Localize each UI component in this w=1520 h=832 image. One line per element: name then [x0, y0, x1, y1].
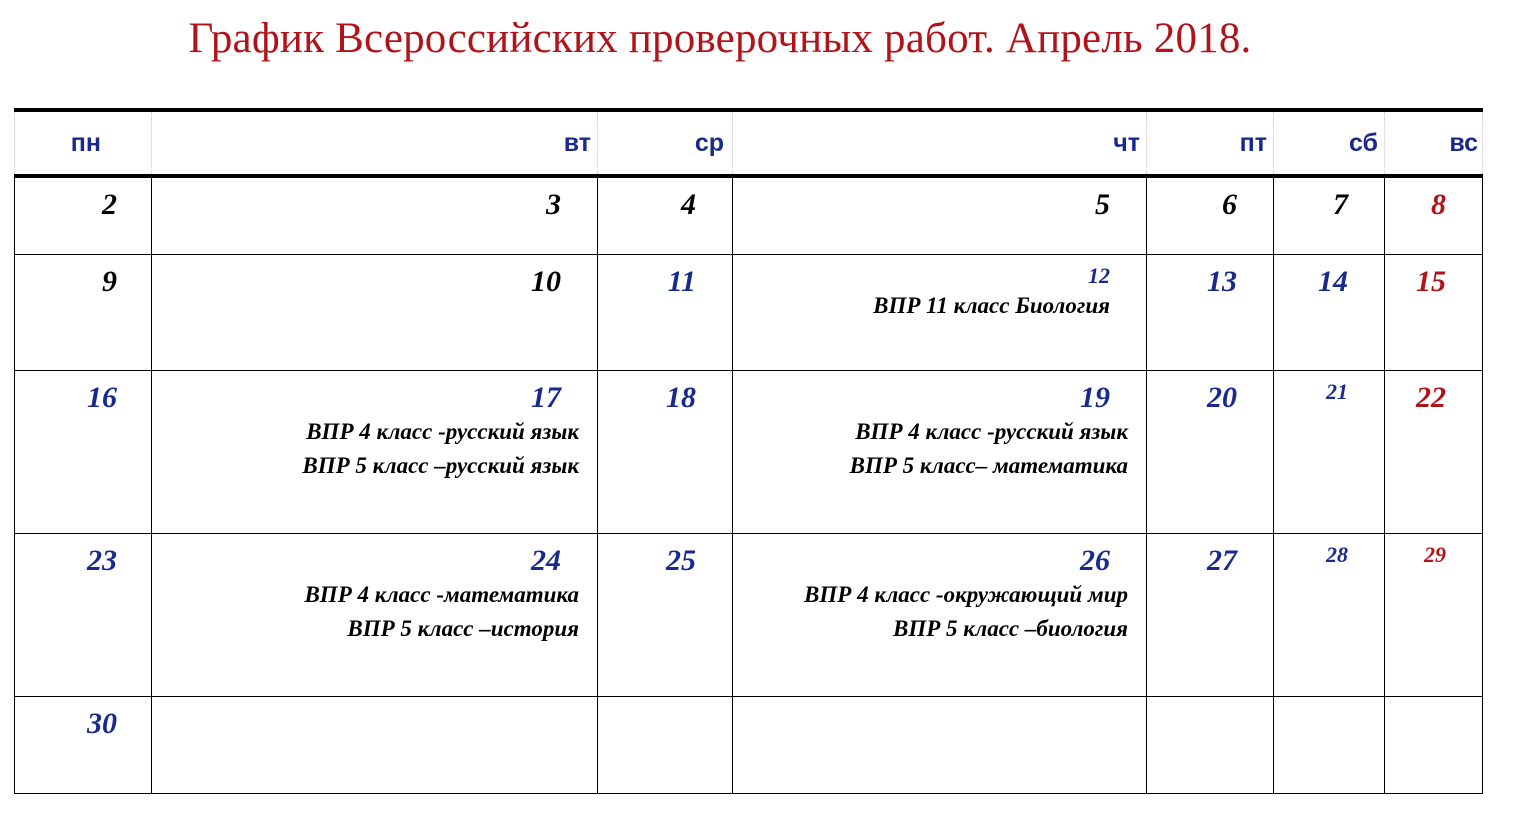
day-number	[1147, 697, 1273, 707]
day-number: 26	[1080, 543, 1110, 577]
weekday-fri: пт	[1147, 110, 1274, 176]
day-cell	[1147, 696, 1274, 793]
day-number: 2	[102, 188, 117, 221]
day-cell	[1385, 696, 1483, 793]
day-number: 15	[1416, 264, 1446, 298]
day-number	[152, 697, 597, 707]
event-line: ВПР 11 класс Биология	[873, 292, 1110, 318]
day-cell	[1274, 370, 1385, 533]
day-number: 3	[546, 188, 561, 221]
calendar-table	[14, 108, 1483, 794]
day-number: 7	[1333, 188, 1348, 221]
day-number: 5	[1095, 188, 1110, 221]
day-number: 6	[1222, 188, 1237, 221]
event-line: ВПР 4 класс -математика	[304, 581, 579, 607]
day-number	[598, 697, 732, 707]
week-row	[15, 370, 1483, 533]
day-number: 21	[1326, 378, 1348, 404]
day-cell	[1147, 254, 1274, 370]
day-cell	[1385, 254, 1483, 370]
day-cell	[1147, 533, 1274, 696]
day-number	[1385, 697, 1482, 707]
day-cell	[598, 254, 733, 370]
week-row	[15, 176, 1483, 254]
event-line: ВПР 4 класс -русский язык	[306, 418, 579, 444]
day-number: 17	[531, 380, 561, 414]
day-number	[1274, 697, 1384, 707]
day-cell	[598, 370, 733, 533]
day-cell	[152, 370, 598, 533]
day-number: 16	[87, 380, 117, 414]
weekday-tue: вт	[152, 110, 598, 176]
day-cell	[152, 696, 598, 793]
day-cell	[1274, 176, 1385, 254]
day-number: 14	[1318, 264, 1348, 298]
day-cell	[598, 176, 733, 254]
weekday-mon: пн	[15, 110, 152, 176]
day-cell	[15, 370, 152, 533]
day-cell	[1147, 176, 1274, 254]
day-cell	[15, 696, 152, 793]
day-cell	[1385, 370, 1483, 533]
day-number: 24	[531, 543, 561, 577]
day-cell	[733, 533, 1147, 696]
day-number: 8	[1431, 188, 1446, 221]
day-number: 11	[667, 264, 696, 298]
day-cell	[1274, 533, 1385, 696]
event-line: ВПР 4 класс -русский язык	[855, 418, 1128, 444]
page-title: График Всероссийских проверочных работ. Апрель 2018.	[188, 15, 1252, 62]
day-number: 22	[1416, 380, 1446, 414]
day-number: 10	[531, 264, 561, 298]
event-line: ВПР 5 класс –история	[347, 615, 579, 641]
week-row	[15, 696, 1483, 793]
day-cell	[152, 176, 598, 254]
event-line: ВПР 5 класс– математика	[849, 452, 1128, 478]
weekday-sat: сб	[1274, 110, 1385, 176]
day-number: 13	[1207, 264, 1237, 298]
day-cell	[1147, 370, 1274, 533]
day-number: 28	[1326, 541, 1348, 567]
weekday-wed: ср	[598, 110, 733, 176]
day-cell	[1274, 696, 1385, 793]
day-cell	[733, 254, 1147, 370]
day-number: 19	[1080, 380, 1110, 414]
day-cell	[15, 533, 152, 696]
weekday-sun: вс	[1385, 110, 1483, 176]
day-cell	[598, 696, 733, 793]
day-cell	[733, 176, 1147, 254]
week-row	[15, 254, 1483, 370]
day-number	[733, 697, 1146, 707]
day-cell	[598, 533, 733, 696]
weekday-header-row	[15, 110, 1483, 176]
day-cell	[733, 370, 1147, 533]
day-number: 27	[1207, 543, 1237, 577]
day-number: 30	[87, 706, 117, 740]
event-line: ВПР 5 класс –биология	[893, 615, 1128, 641]
event-line: ВПР 5 класс –русский язык	[302, 452, 579, 478]
day-number: 4	[681, 188, 696, 221]
day-cell	[733, 696, 1147, 793]
day-cell	[15, 254, 152, 370]
event-line: ВПР 4 класс -окружающий мир	[804, 581, 1128, 607]
day-number: 29	[1424, 541, 1446, 567]
day-number: 23	[87, 543, 117, 577]
week-row	[15, 533, 1483, 696]
day-number: 18	[666, 380, 696, 414]
day-cell	[15, 176, 152, 254]
day-cell	[152, 254, 598, 370]
day-cell	[1385, 533, 1483, 696]
day-number: 12	[1088, 262, 1110, 288]
day-number: 25	[666, 543, 696, 577]
day-number: 9	[102, 264, 117, 298]
day-number: 20	[1207, 380, 1237, 414]
day-cell	[152, 533, 598, 696]
day-cell	[1274, 254, 1385, 370]
day-cell	[1385, 176, 1483, 254]
weekday-thu: чт	[733, 110, 1147, 176]
